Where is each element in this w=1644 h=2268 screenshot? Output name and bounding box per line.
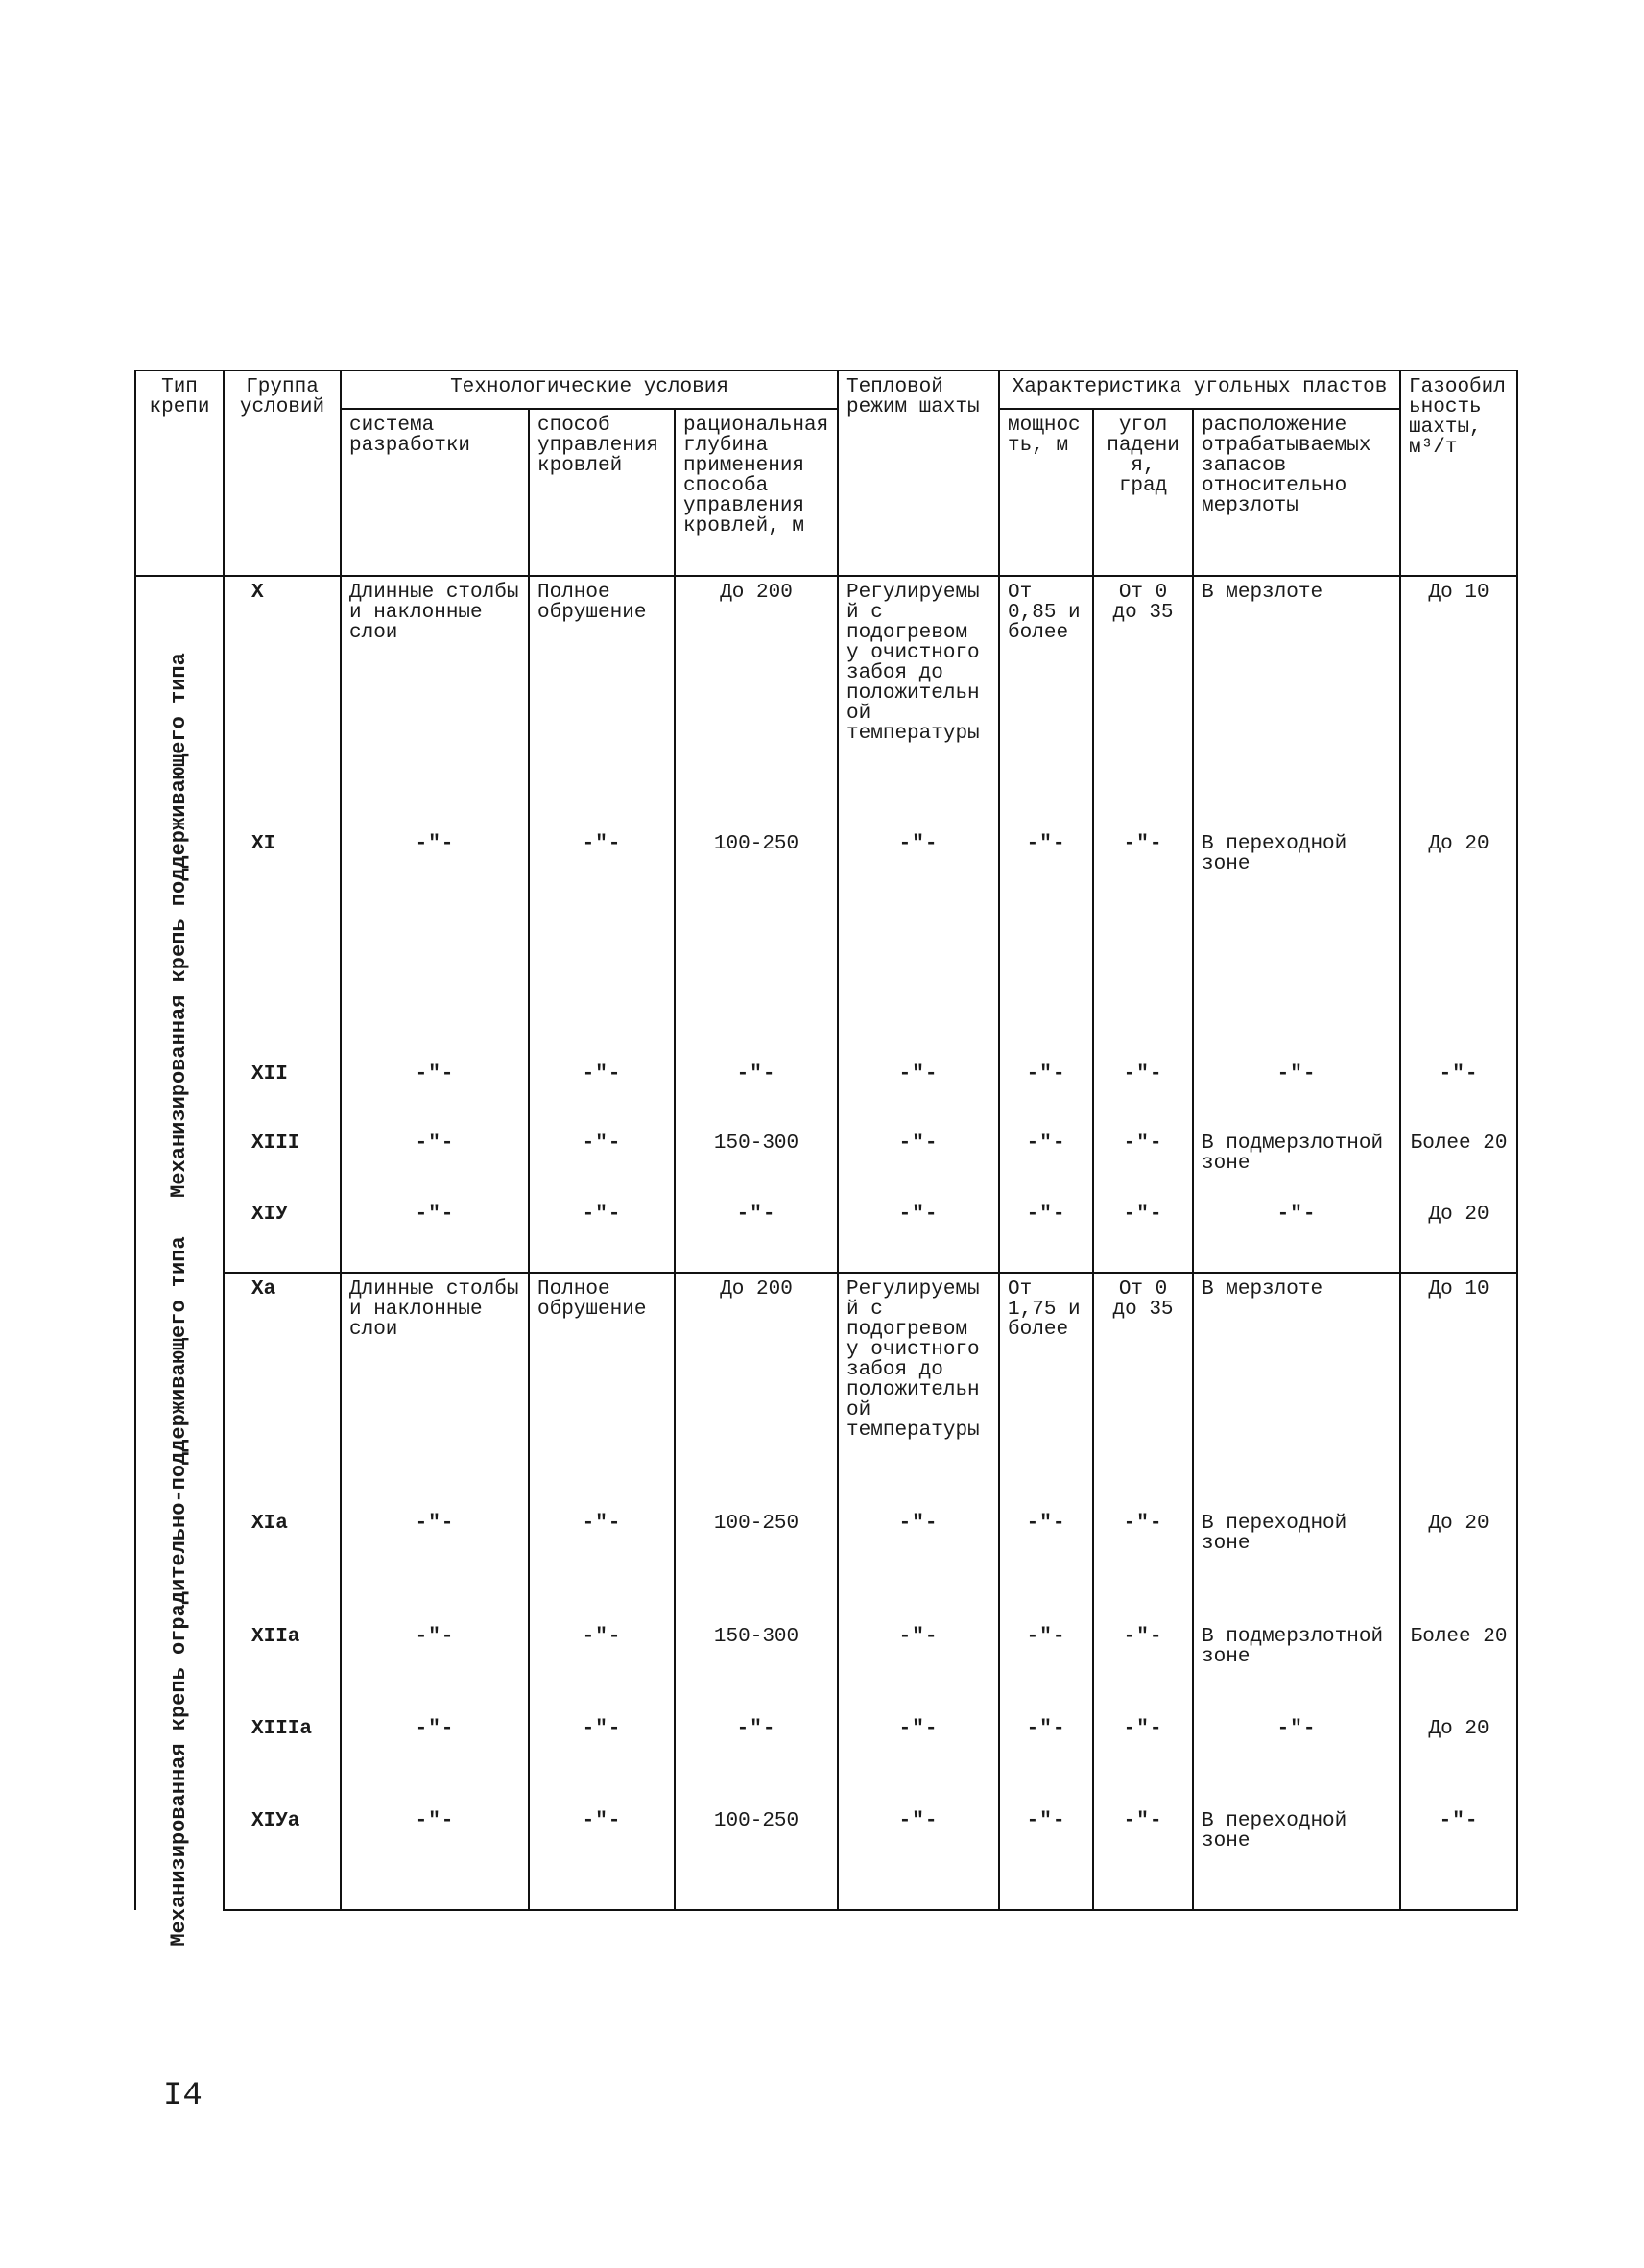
location-cell: -"- bbox=[1193, 1199, 1400, 1273]
type-label: Механизированная крепь поддерживающего типа bbox=[167, 652, 191, 1198]
gas-cell: До 20 bbox=[1400, 828, 1517, 1059]
location-cell: -"- bbox=[1193, 1059, 1400, 1128]
gas-cell: Более 20 bbox=[1400, 1128, 1517, 1199]
method-cell: -"- bbox=[529, 1199, 675, 1273]
gas-cell: -"- bbox=[1400, 1805, 1517, 1910]
system-cell: -"- bbox=[341, 1059, 529, 1128]
table-row bbox=[135, 1199, 1517, 1273]
table-row bbox=[135, 1713, 1517, 1805]
thermal-cell: -"- bbox=[838, 1621, 999, 1713]
system-cell: -"- bbox=[341, 1508, 529, 1621]
thermal-cell: -"- bbox=[838, 1713, 999, 1805]
gas-cell: До 20 bbox=[1400, 1199, 1517, 1273]
group-cell: XIУа bbox=[224, 1805, 341, 1910]
method-cell: Полное обрушение bbox=[529, 1273, 675, 1508]
table-row bbox=[135, 1621, 1517, 1713]
location-cell: В мерзлоте bbox=[1193, 576, 1400, 828]
depth-cell: До 200 bbox=[675, 576, 838, 828]
system-cell: -"- bbox=[341, 1805, 529, 1910]
page-number: I4 bbox=[163, 2078, 203, 2114]
depth-cell: -"- bbox=[675, 1199, 838, 1273]
thermal-cell: -"- bbox=[838, 1199, 999, 1273]
header-coal-thickness: мощность, м bbox=[999, 409, 1093, 576]
thermal-cell: -"- bbox=[838, 828, 999, 1059]
thermal-cell: -"- bbox=[838, 1128, 999, 1199]
method-cell: -"- bbox=[529, 1621, 675, 1713]
system-cell: -"- bbox=[341, 1713, 529, 1805]
thermal-cell: -"- bbox=[838, 1508, 999, 1621]
gas-cell: Более 20 bbox=[1400, 1621, 1517, 1713]
angle-cell: -"- bbox=[1093, 1199, 1193, 1273]
system-cell: -"- bbox=[341, 828, 529, 1059]
table-row bbox=[135, 828, 1517, 1059]
group-cell: XI bbox=[224, 828, 341, 1059]
system-cell: -"- bbox=[341, 1199, 529, 1273]
thickness-cell: От 0,85 и более bbox=[999, 576, 1093, 828]
type-label: Механизированная крепь оградительно-поддерживающего типа bbox=[167, 1236, 191, 1946]
group-cell: XIIIа bbox=[224, 1713, 341, 1805]
table-row bbox=[135, 1805, 1517, 1910]
depth-cell: 150-300 bbox=[675, 1621, 838, 1713]
depth-cell: -"- bbox=[675, 1713, 838, 1805]
group-cell: XIУ bbox=[224, 1199, 341, 1273]
location-cell: В переходной зоне bbox=[1193, 1508, 1400, 1621]
method-cell: -"- bbox=[529, 1805, 675, 1910]
depth-cell: -"- bbox=[675, 1059, 838, 1128]
thickness-cell: -"- bbox=[999, 1805, 1093, 1910]
header-thermal: Тепловой режим шахты bbox=[838, 370, 999, 576]
header-coal-location: расположение отрабатываемых запасов относительно мерзлоты bbox=[1193, 409, 1400, 576]
method-cell: -"- bbox=[529, 828, 675, 1059]
header-type: Тип крепи bbox=[135, 370, 224, 576]
depth-cell: До 200 bbox=[675, 1273, 838, 1508]
location-cell: В подмерзлотной зоне bbox=[1193, 1128, 1400, 1199]
header-coal-angle: угол падения, град bbox=[1093, 409, 1193, 576]
location-cell: В переходной зоне bbox=[1193, 1805, 1400, 1910]
method-cell: -"- bbox=[529, 1713, 675, 1805]
thickness-cell: -"- bbox=[999, 1713, 1093, 1805]
header-tech: Технологические условия bbox=[341, 370, 838, 409]
depth-cell: 100-250 bbox=[675, 828, 838, 1059]
mining-conditions-table bbox=[134, 370, 1518, 1946]
depth-cell: 100-250 bbox=[675, 1508, 838, 1621]
type-cell bbox=[135, 1236, 224, 1946]
thickness-cell: -"- bbox=[999, 1059, 1093, 1128]
thickness-cell: -"- bbox=[999, 828, 1093, 1059]
angle-cell: -"- bbox=[1093, 828, 1193, 1059]
system-cell: -"- bbox=[341, 1128, 529, 1199]
thickness-cell: -"- bbox=[999, 1508, 1093, 1621]
header-tech-depth: рациональная глубина применения способа управления кровлей, м bbox=[675, 409, 838, 576]
location-cell: В переходной зоне bbox=[1193, 828, 1400, 1059]
thickness-cell: От 1,75 и более bbox=[999, 1273, 1093, 1508]
gas-cell: -"- bbox=[1400, 1059, 1517, 1128]
header-tech-method: способ управления кровлей bbox=[529, 409, 675, 576]
angle-cell: -"- bbox=[1093, 1508, 1193, 1621]
system-cell: Длинные столбы и наклонные слои bbox=[341, 1273, 529, 1508]
angle-cell: -"- bbox=[1093, 1128, 1193, 1199]
angle-cell: От 0 до 35 bbox=[1093, 576, 1193, 828]
method-cell: Полное обрушение bbox=[529, 576, 675, 828]
angle-cell: От 0 до 35 bbox=[1093, 1273, 1193, 1508]
group-cell: XII bbox=[224, 1059, 341, 1128]
location-cell: -"- bbox=[1193, 1713, 1400, 1805]
thermal-cell: Регулируемый с подогревом у очистного забоя до положительной температуры bbox=[838, 576, 999, 828]
group-cell: X bbox=[224, 576, 341, 828]
depth-cell: 150-300 bbox=[675, 1128, 838, 1199]
gas-cell: До 10 bbox=[1400, 576, 1517, 828]
angle-cell: -"- bbox=[1093, 1805, 1193, 1910]
header-coal: Характеристика угольных пластов bbox=[999, 370, 1400, 409]
header-row-1 bbox=[135, 370, 1517, 409]
header-gas: Газообильность шахты, м³/т bbox=[1400, 370, 1517, 576]
system-cell: -"- bbox=[341, 1621, 529, 1713]
table-row bbox=[135, 1128, 1517, 1199]
group-cell: XIа bbox=[224, 1508, 341, 1621]
method-cell: -"- bbox=[529, 1508, 675, 1621]
angle-cell: -"- bbox=[1093, 1621, 1193, 1713]
table-row bbox=[135, 576, 1517, 828]
thickness-cell: -"- bbox=[999, 1621, 1093, 1713]
angle-cell: -"- bbox=[1093, 1059, 1193, 1128]
thermal-cell: -"- bbox=[838, 1805, 999, 1910]
thermal-cell: Регулируемый с подогревом у очистного забоя до положительной температуры bbox=[838, 1273, 999, 1508]
thickness-cell: -"- bbox=[999, 1128, 1093, 1199]
gas-cell: До 20 bbox=[1400, 1508, 1517, 1621]
method-cell: -"- bbox=[529, 1128, 675, 1199]
table-row bbox=[135, 1273, 1517, 1508]
table-row bbox=[135, 1059, 1517, 1128]
group-cell: XIII bbox=[224, 1128, 341, 1199]
gas-cell: До 10 bbox=[1400, 1273, 1517, 1508]
location-cell: В мерзлоте bbox=[1193, 1273, 1400, 1508]
system-cell: Длинные столбы и наклонные слои bbox=[341, 576, 529, 828]
type-cell bbox=[135, 576, 224, 1273]
table-row bbox=[135, 1508, 1517, 1621]
angle-cell: -"- bbox=[1093, 1713, 1193, 1805]
header-row-2 bbox=[135, 409, 1517, 576]
group-cell: Xа bbox=[224, 1273, 341, 1508]
depth-cell: 100-250 bbox=[675, 1805, 838, 1910]
thickness-cell: -"- bbox=[999, 1199, 1093, 1273]
location-cell: В подмерзлотной зоне bbox=[1193, 1621, 1400, 1713]
header-tech-system: система разработки bbox=[341, 409, 529, 576]
group-cell: XIIа bbox=[224, 1621, 341, 1713]
gas-cell: До 20 bbox=[1400, 1713, 1517, 1805]
method-cell: -"- bbox=[529, 1059, 675, 1128]
header-group: Группа условий bbox=[224, 370, 341, 576]
thermal-cell: -"- bbox=[838, 1059, 999, 1128]
